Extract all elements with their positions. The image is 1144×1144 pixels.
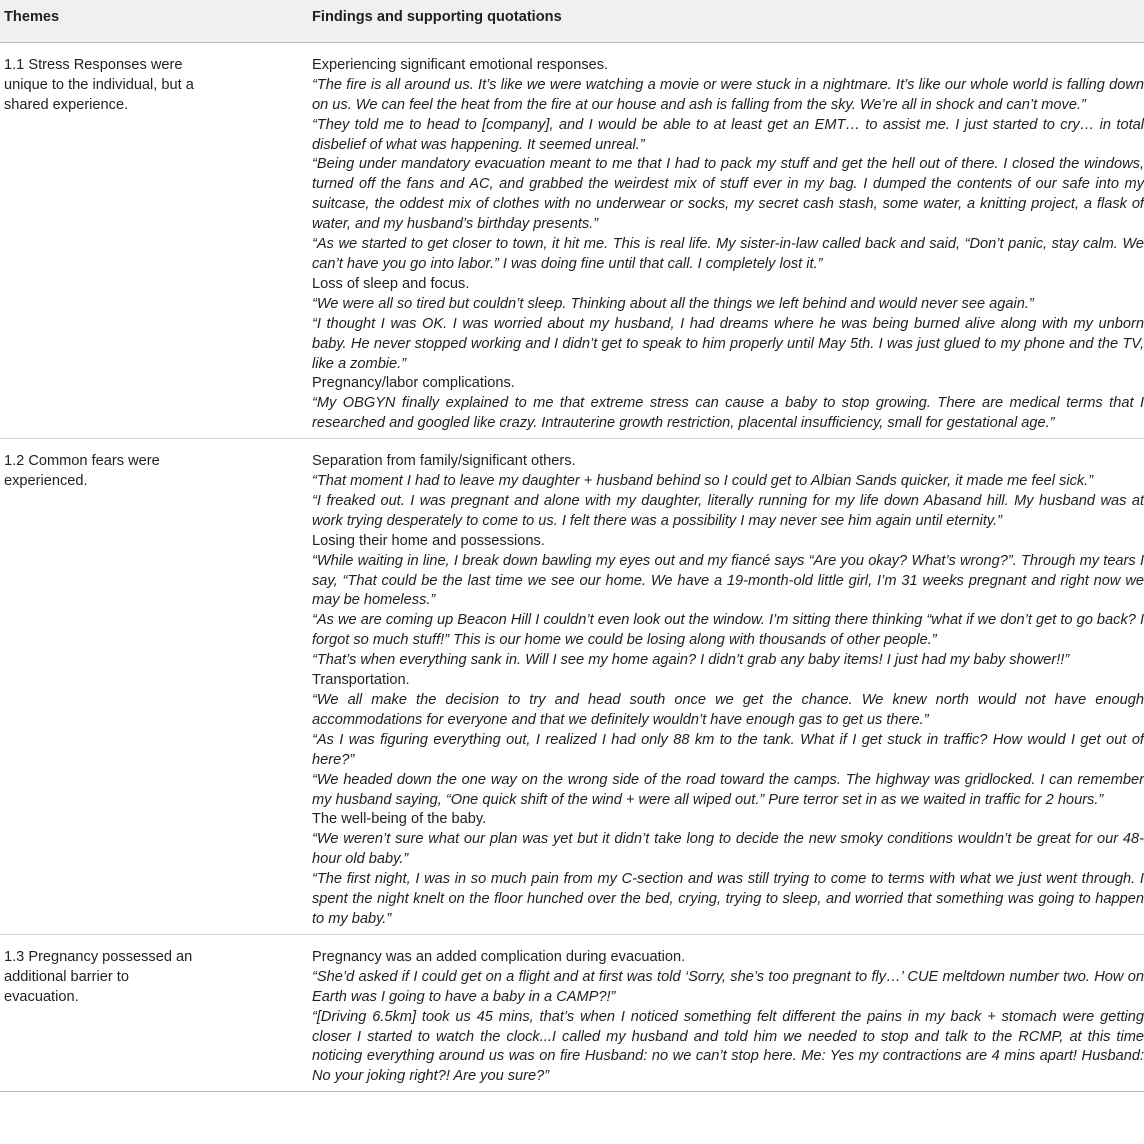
- supporting-quotation: “We were all so tired but couldn’t sleep. Thinking about all the things we left behind and would never see again.”: [312, 295, 1034, 312]
- supporting-quotation: “We weren’t sure what our plan was yet but it didn’t take long to decide the new smoky conditions wouldn’t be great for our 48-hour old baby.”: [312, 831, 1144, 868]
- header-themes: Themes: [0, 0, 312, 42]
- finding-subheading: Losing their home and possessions.: [312, 532, 545, 549]
- header-findings: Findings and supporting quotations: [312, 0, 1144, 42]
- finding-subheading: Pregnancy was an added complication during evacuation.: [312, 948, 686, 965]
- supporting-quotation: “They told me to head to [company], and I would be able to at least get an EMT… to assist me. I just started to cry… in total disbelief of what was happening. It seemed unreal.”: [312, 116, 1144, 153]
- finding-subheading: Transportation.: [312, 672, 410, 689]
- theme-cell: 1.1 Stress Responses were unique to the individual, but a shared experience.: [0, 42, 312, 438]
- supporting-quotation: “That moment I had to leave my daughter + husband behind so I could get to Albian Sands quicker, it made me feel sick.”: [312, 473, 1094, 490]
- table-row: [0, 934, 1144, 1091]
- header-row: [0, 0, 1144, 42]
- findings-cell: [312, 934, 1144, 1091]
- supporting-quotation: “My OBGYN finally explained to me that extreme stress can cause a baby to stop growing. There are medical terms that I researched and googled like crazy. Intrauterine growth restriction, placental insufficiency, small for gestational age.”: [312, 395, 1144, 432]
- supporting-quotation: “That’s when everything sank in. Will I see my home again? I didn’t grab any baby items! I just had my baby shower!!”: [312, 652, 1070, 669]
- supporting-quotation: “She’d asked if I could get on a flight and at first was told ‘Sorry, she’s too pregnant to fly…’ CUE meltdown number two. How on Earth was I going to have a baby in a CAMP?!”: [312, 968, 1144, 1005]
- finding-subheading: Pregnancy/labor complications.: [312, 375, 515, 392]
- supporting-quotation: “[Driving 6.5km] took us 45 mins, that’s when I noticed something felt different the pains in my back + stomach were getting closer I started to watch the clock...I called my husband and told him we needed to stop and talk to the RCMP, at this time noticing everything around us was on fire Husband: no we can’t stop here. Me: Yes my contractions are 4 mins apart! Husband: No your joking right?! Are you sure?”: [312, 1008, 1144, 1085]
- supporting-quotation: “The fire is all around us. It’s like we were watching a movie or were stuck in a nightmare. It’s like our whole world is falling down on us. We can feel the heat from the fire at our house and ash is falling from the sky. We’re all in shock and can’t move.”: [312, 76, 1144, 113]
- finding-subheading: Loss of sleep and focus.: [312, 275, 470, 292]
- supporting-quotation: “I freaked out. I was pregnant and alone with my daughter, literally running for my life down Abasand hill. My husband was at work trying desperately to come to us. I felt there was a possibility I may never see him again until eternity.”: [312, 492, 1144, 529]
- supporting-quotation: “As we are coming up Beacon Hill I couldn’t even look out the window. I’m sitting there thinking “what if we don’t get to go back? I forgot so much stuff!” This is our home we could be losing along with thousands of other people.”: [312, 612, 1144, 649]
- supporting-quotation: “As we started to get closer to town, it hit me. This is real life. My sister-in-law called back and said, “Don’t panic, stay calm. We can’t have you go into labor.” I was doing fine until that call. I completely lost it.”: [312, 236, 1144, 272]
- supporting-quotation: “Being under mandatory evacuation meant to me that I had to pack my stuff and get the hell out of there. I closed the windows, turned off the fans and AC, and grabbed the weirdest mix of stuff ever in my bag. I dumped the contents of our safe into my suitcase, the oddest mix of clothes with no underwear or socks, my secret cash stash, some water, a knitting project, a flask of water, and my husband’s birthday presents.”: [312, 156, 1144, 233]
- supporting-quotation: “We all make the decision to try and head south once we get the chance. We knew north would not have enough accommodations for everyone and that we definitely wouldn’t have enough gas to get us there.”: [312, 692, 1144, 728]
- theme-cell: 1.2 Common fears were experienced.: [0, 439, 312, 935]
- supporting-quotation: “We headed down the one way on the wrong side of the road toward the camps. The highway was gridlocked. I can remember my husband saying, “One quick shift of the wind + were all wiped out.” Pure terror set in as we waited in traffic for 2 hours.”: [312, 771, 1144, 808]
- supporting-quotation: “As I was figuring everything out, I realized I had only 88 km to the tank. What if I get stuck in traffic? How would I get out of here?”: [312, 731, 1144, 768]
- finding-subheading: Separation from family/significant others.: [312, 453, 576, 470]
- finding-subheading: The well-being of the baby.: [312, 811, 487, 828]
- table-header: [0, 0, 1144, 42]
- findings-cell: [312, 42, 1144, 438]
- table-row: [0, 42, 1144, 438]
- supporting-quotation: “The first night, I was in so much pain from my C-section and was still trying to come to terms with what we just went through. I spent the night knelt on the floor hunched over the bed, crying, trying to sleep, and worried that something was going to happen to my baby.”: [312, 871, 1144, 927]
- finding-subheading: Experiencing significant emotional responses.: [312, 56, 609, 73]
- theme-cell: 1.3 Pregnancy possessed an additional barrier to evacuation.: [0, 934, 312, 1091]
- findings-cell: [312, 439, 1144, 935]
- table-body: [0, 42, 1144, 1091]
- supporting-quotation: “I thought I was OK. I was worried about my husband, I had dreams where he was being burned alive along with my unborn baby. He never stopped working and I didn’t get to speak to him properly until May 5th. I was just glued to my phone and the TV, like a zombie.”: [312, 315, 1144, 372]
- supporting-quotation: “While waiting in line, I break down bawling my eyes out and my fiancé says “Are you okay? What’s wrong?”. Through my tears I say, “That could be the last time we see our home. We have a 19-month-old little girl, I’m 31 weeks pregnant and right now we may be homeless.”: [312, 552, 1144, 609]
- table-row: [0, 439, 1144, 935]
